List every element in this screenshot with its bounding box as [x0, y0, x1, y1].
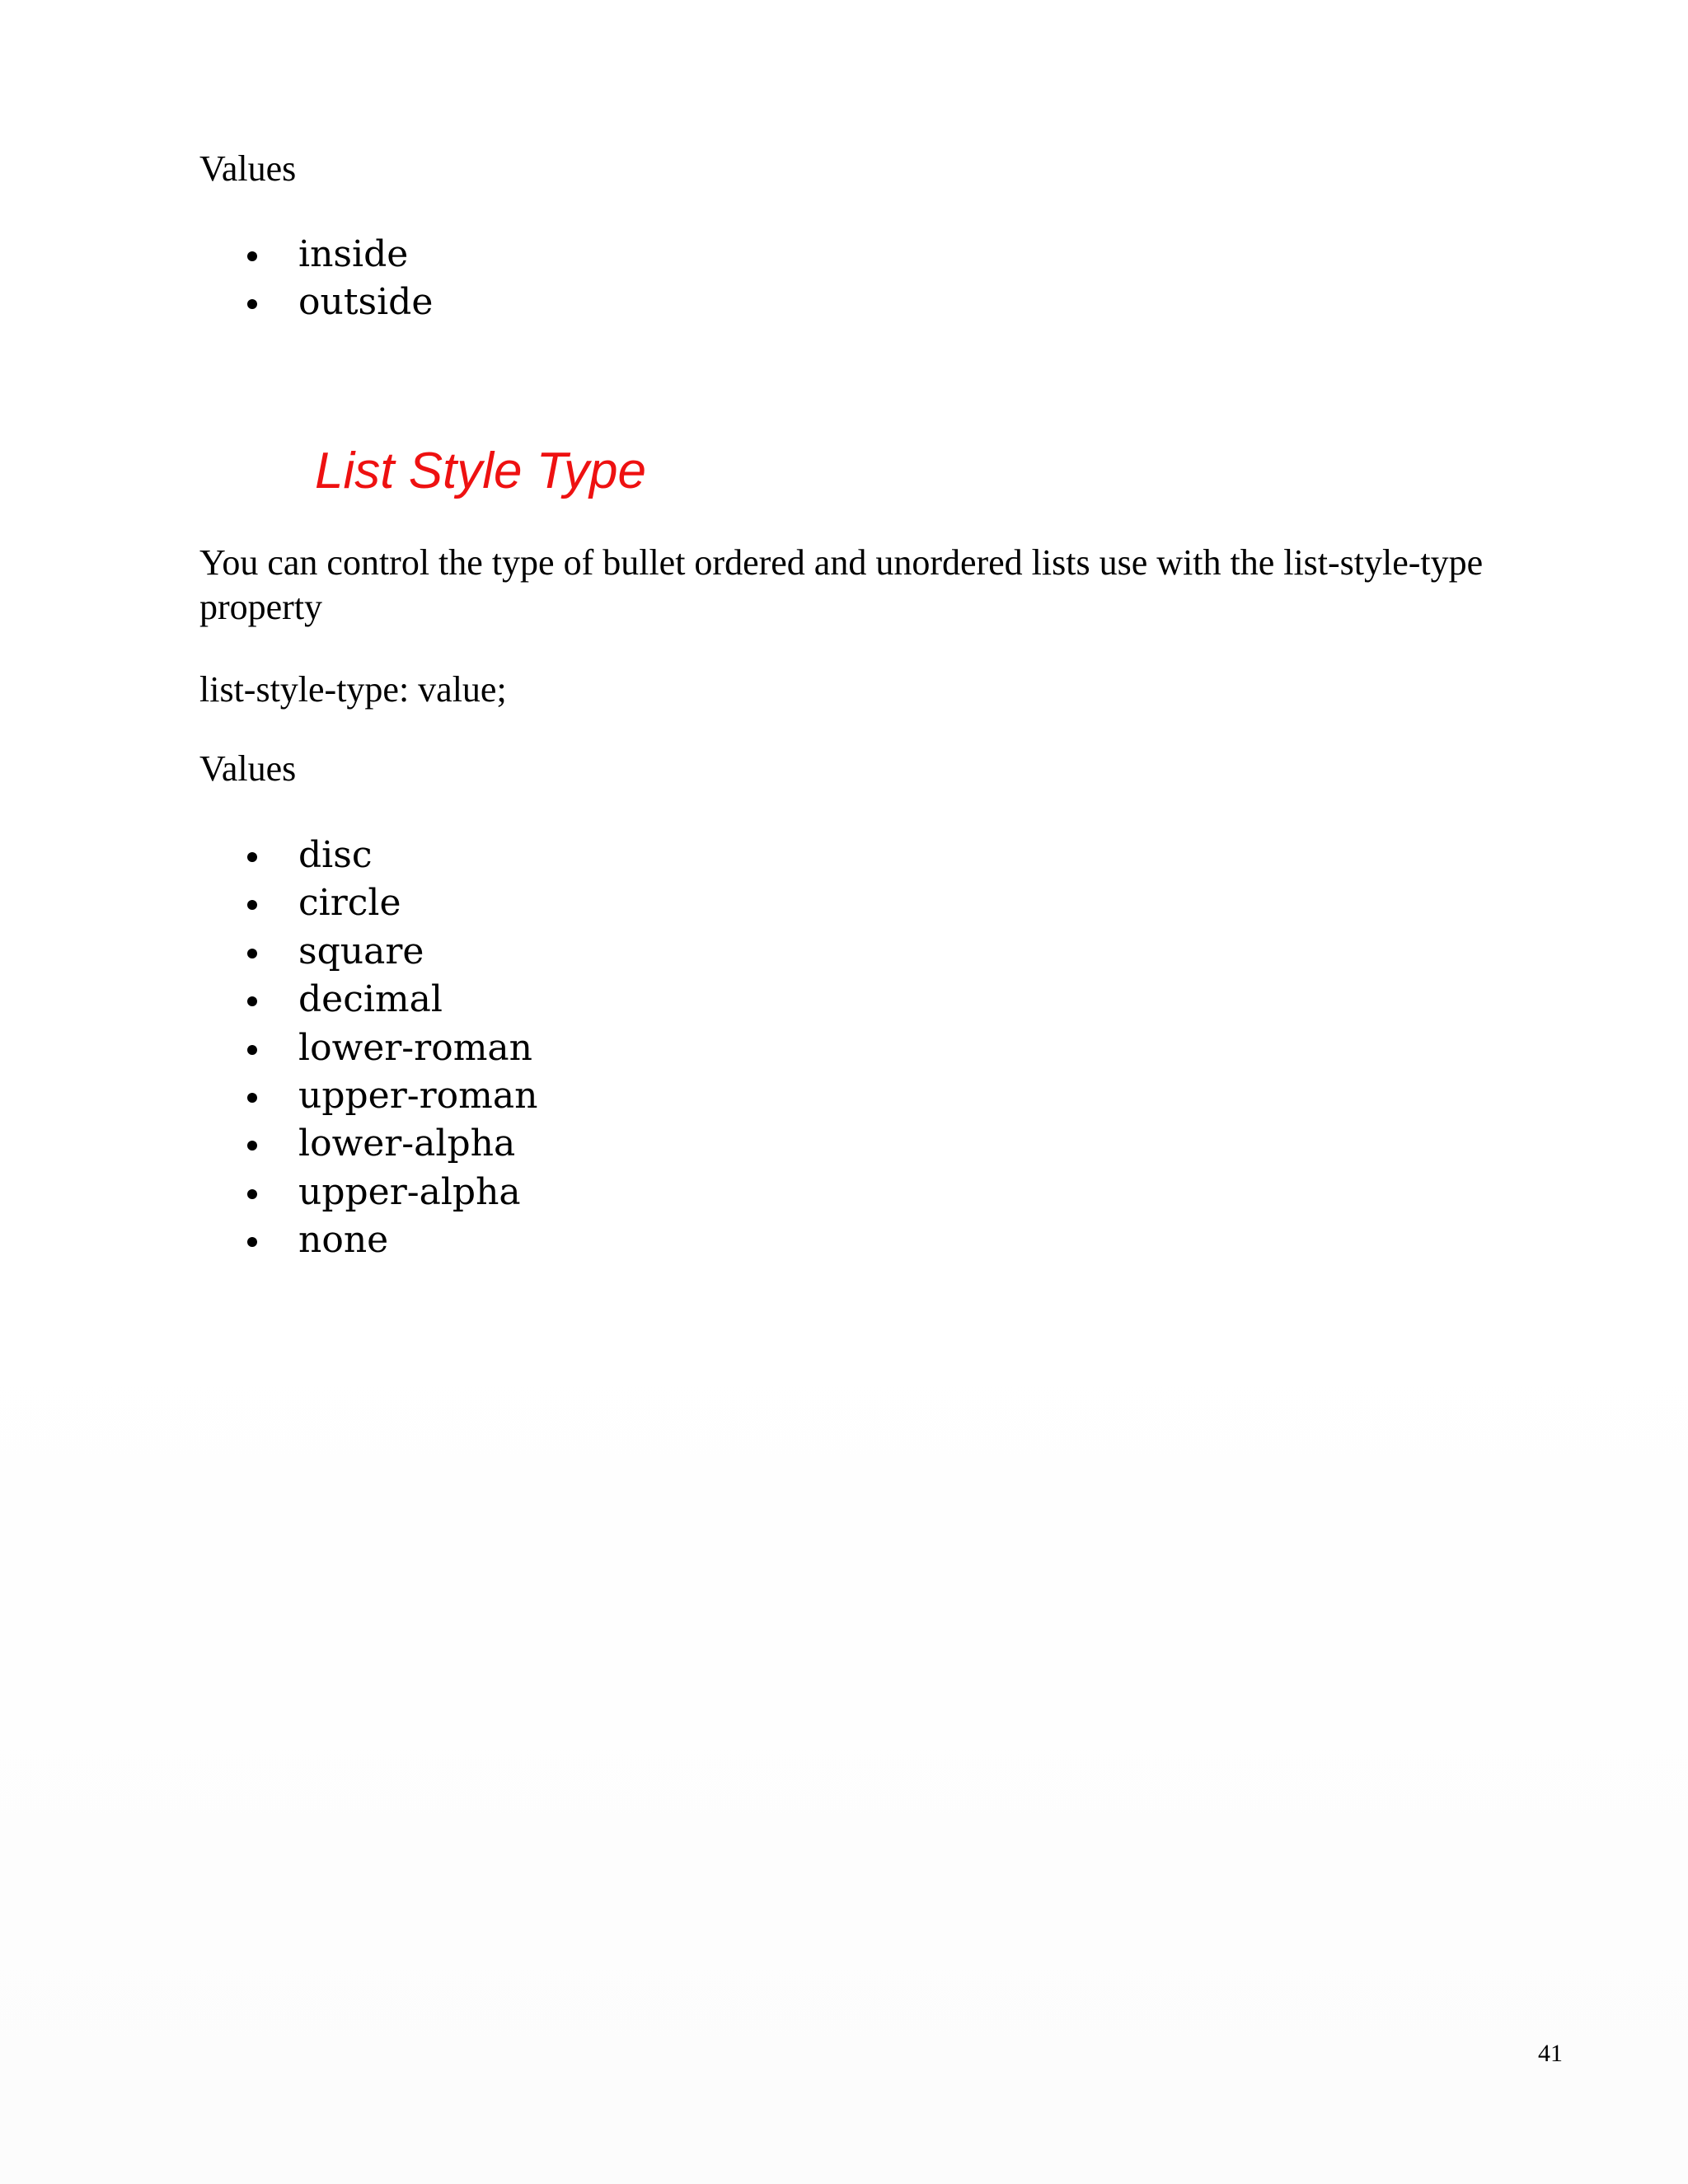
list-item — [199, 1120, 537, 1168]
bullet-icon — [247, 299, 257, 309]
list-item — [199, 1169, 537, 1216]
values-label: Values — [199, 748, 297, 789]
list-item-text: square — [298, 930, 424, 972]
list-item — [199, 928, 537, 976]
list-item-text: decimal — [298, 978, 443, 1021]
position-values-list — [199, 231, 433, 327]
list-item-text: disc — [298, 834, 373, 876]
list-item-text: upper-roman — [298, 1074, 538, 1117]
list-item-text: inside — [298, 233, 409, 275]
bullet-icon — [247, 1141, 257, 1151]
page-number: 41 — [1538, 2040, 1563, 2067]
syntax-line: list-style-type: value; — [199, 669, 507, 710]
list-item — [199, 1072, 537, 1120]
list-item-text: lower-roman — [298, 1026, 532, 1069]
bullet-icon — [247, 1045, 257, 1055]
list-item — [199, 879, 537, 927]
list-item-text: lower-alpha — [298, 1122, 516, 1165]
bullet-icon — [247, 949, 257, 958]
bullet-icon — [247, 852, 257, 862]
list-item-text: upper-alpha — [298, 1170, 521, 1213]
list-item — [199, 1024, 537, 1072]
bullet-icon — [247, 996, 257, 1006]
bullet-icon — [247, 900, 257, 910]
list-item — [199, 1216, 537, 1264]
list-item-text: circle — [298, 882, 401, 925]
section-heading: List Style Type — [315, 443, 647, 499]
intro-paragraph: You can control the type of bullet ordered and unordered lists use with the list-style-type property — [199, 542, 1484, 627]
list-item-text: none — [298, 1219, 389, 1262]
list-item-text: outside — [298, 281, 434, 324]
bullet-icon — [247, 1093, 257, 1103]
list-item — [199, 231, 433, 279]
bullet-icon — [247, 1237, 257, 1247]
type-values-list — [199, 832, 537, 1265]
bullet-icon — [247, 1189, 257, 1199]
values-label: Values — [199, 148, 297, 189]
list-item — [199, 832, 537, 879]
list-item — [199, 279, 433, 326]
bullet-icon — [247, 251, 257, 261]
list-item — [199, 976, 537, 1024]
